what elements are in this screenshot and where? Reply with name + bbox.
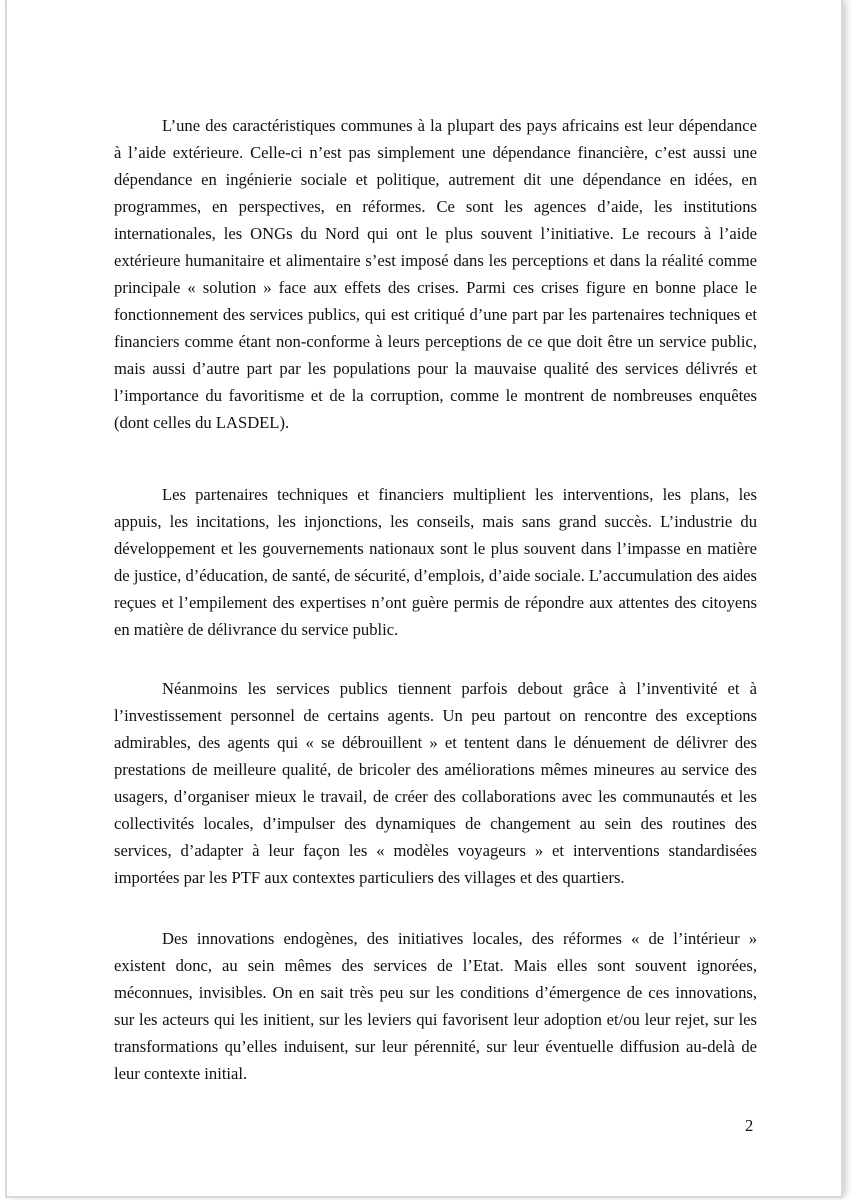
paragraph-block [114, 112, 757, 436]
document-page [7, 0, 841, 1196]
paragraph-3: Néanmoins les services publics tiennent parfois debout grâce à l’inventivité et à l’investissement personnel de certains agents. Un peu partout on rencontre des exceptions admirables, des agents qui « se débrouillent » et tentent dans le dénuement de délivrer des prestations de meilleure qualité, de bricoler des améliorations mêmes mineures au service des usagers, d’organiser mieux le travail, de créer des collaborations avec les communautés et les collectivités locales, d’impulser des dynamiques de changement au sein des routines des services, d’adapter à leur façon les « modèles voyageurs » et interventions standardisées importées par les PTF aux contextes particuliers des villages et des quartiers. [114, 679, 757, 887]
paragraph-block [114, 481, 757, 643]
paragraph-1: L’une des caractéristiques communes à la plupart des pays africains est leur dépendance à l’aide extérieure. Celle-ci n’est pas simplement une dépendance financière, c’est aussi une dépendance en ingénierie sociale et politique, autrement dit une dépendance en idées, en programmes, en perspectives, en réformes. Ce sont les agences d’aide, les institutions internationales, les ONGs du Nord qui ont le plus souvent l’initiative. Le recours à l’aide extérieure humanitaire et alimentaire s’est imposé dans les perceptions et dans la réalité comme principale « solution » face aux effets des crises. Parmi ces crises figure en bonne place le fonctionnement des services publics, qui est critiqué d’une part par les partenaires techniques et financiers comme étant non-conforme à leurs perceptions de ce que doit être un service public, mais aussi d’autre part par les populations pour la mauvaise qualité des services délivrés et l’importance du favoritisme et de la corruption, comme le montrent de nombreuses enquêtes (dont celles du LASDEL). [114, 116, 757, 432]
paragraph-block [114, 925, 757, 1087]
paragraph-block [114, 675, 757, 891]
paragraph-4: Des innovations endogènes, des initiatives locales, des réformes « de l’intérieur » existent donc, au sein mêmes des services de l’Etat. Mais elles sont souvent ignorées, méconnues, invisibles. On en sait très peu sur les conditions d’émergence de ces innovations, sur les acteurs qui les initient, sur les leviers qui favorisent leur adoption et/ou leur rejet, sur les transformations qu’elles induisent, sur leur pérennité, sur leur éventuelle diffusion au-delà de leur contexte initial. [114, 929, 757, 1083]
paragraph-2: Les partenaires techniques et financiers multiplient les interventions, les plans, les appuis, les incitations, les injonctions, les conseils, mais sans grand succès. L’industrie du développement et les gouvernements nationaux sont le plus souvent dans l’impasse en matière de justice, d’éducation, de santé, de sécurité, d’emplois, d’aide sociale. L’accumulation des aides reçues et l’empilement des expertises n’ont guère permis de répondre aux attentes des citoyens en matière de délivrance du service public. [114, 485, 757, 639]
page-number: 2 [745, 1116, 754, 1135]
